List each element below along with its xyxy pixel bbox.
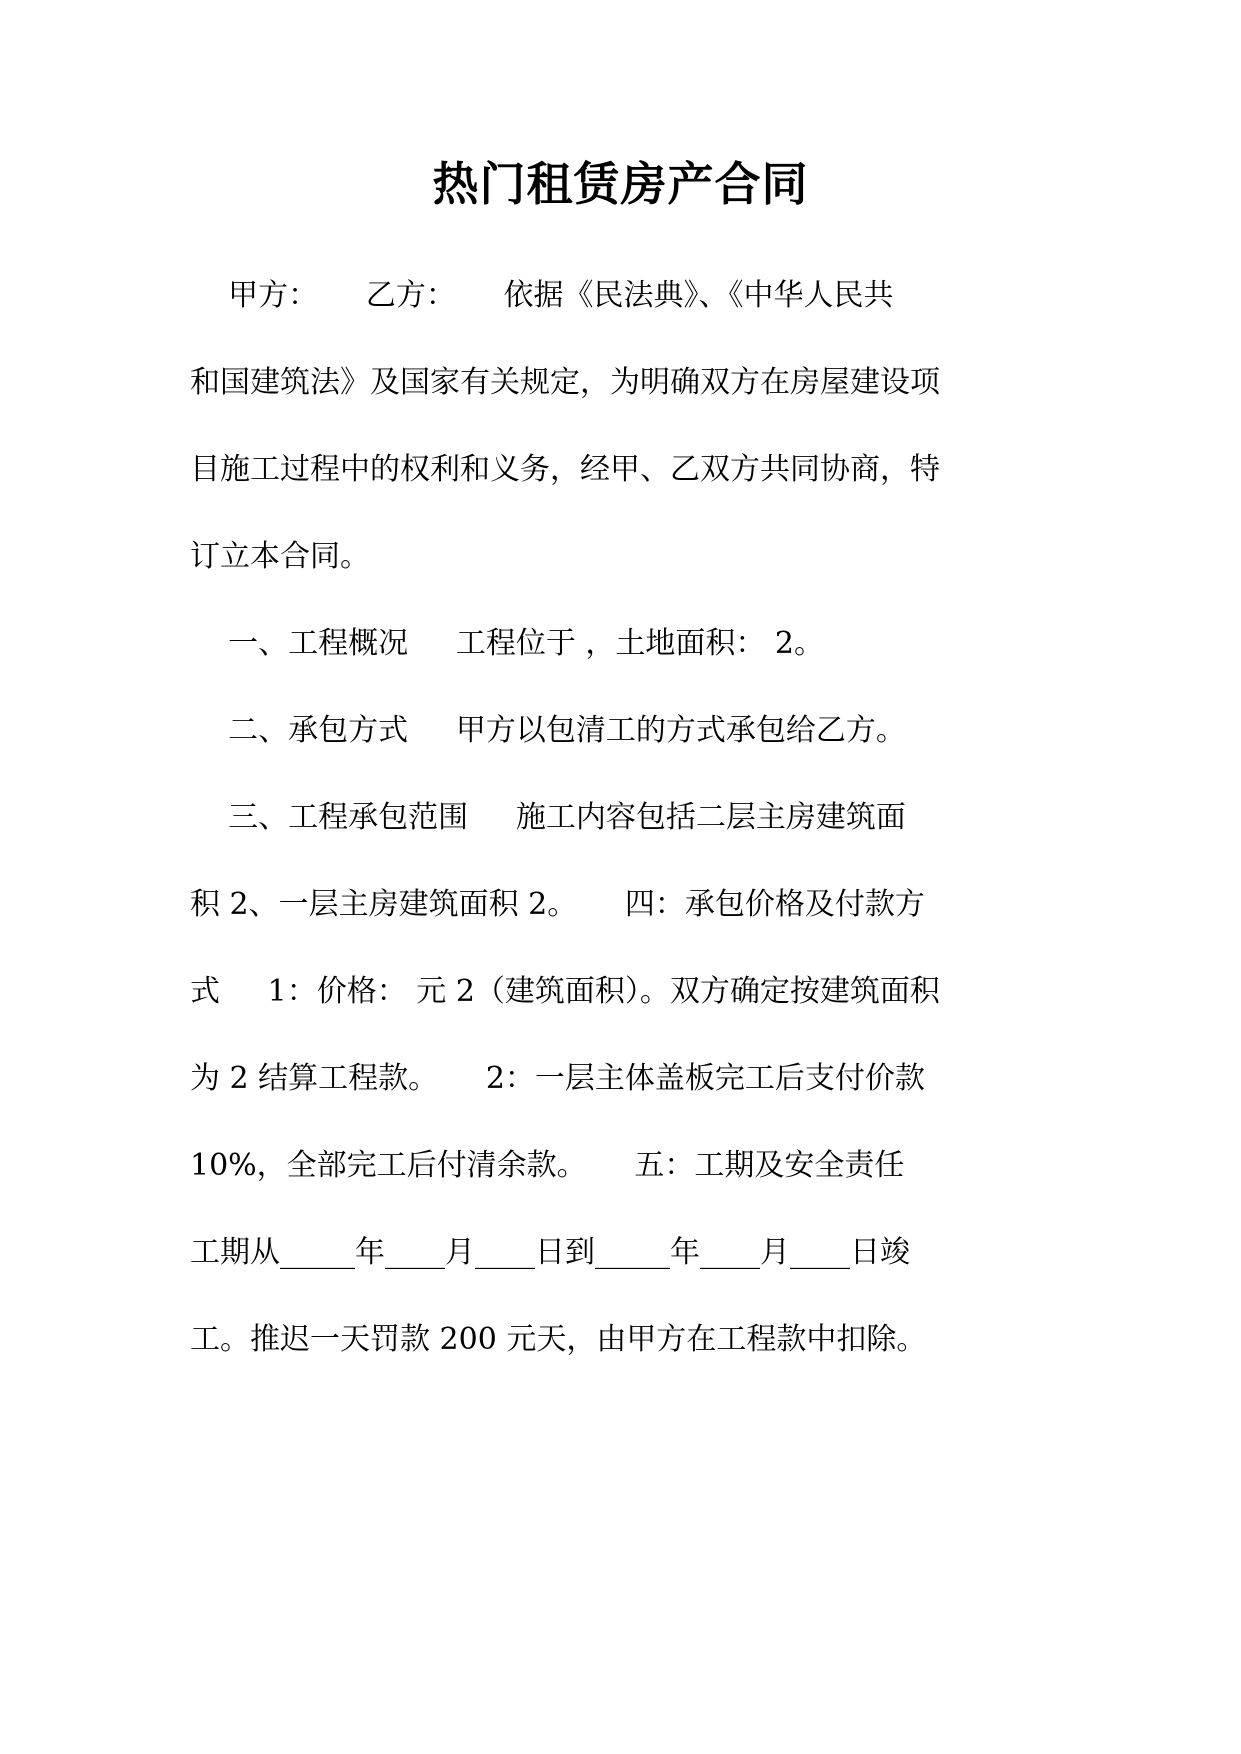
body-line: 订立本合同。 xyxy=(190,539,370,574)
body-line: 工期从_____年____月____日到_____年____月____日竣 xyxy=(190,1235,910,1270)
body-line: 一、工程概况 工程位于 ，土地面积： 2。 xyxy=(190,626,824,661)
body-line: 工。推迟一天罚款 200 元天，由甲方在工程款中扣除。 xyxy=(190,1322,927,1357)
body-line: 10%，全部完工后付清余款。 五：工期及安全责任 xyxy=(190,1148,905,1183)
document-title: 热门租赁房产合同 xyxy=(432,157,809,211)
body-line: 式 1：价格： 元 2（建筑面积）。双方确定按建筑面积 xyxy=(190,974,940,1009)
body-line: 为 2 结算工程款。 2：一层主体盖板完工后支付价款 xyxy=(190,1061,925,1096)
body-line: 积 2、一层主房建筑面积 2。 四：承包价格及付款方 xyxy=(190,887,925,922)
body-line: 三、工程承包范围 施工内容包括二层主房建筑面 xyxy=(190,800,906,835)
body-line: 甲方： 乙方： 依据《民法典》、《中华人民共 xyxy=(190,278,894,313)
body-line: 二、承包方式 甲方以包清工的方式承包给乙方。 xyxy=(190,713,906,748)
body-line: 和国建筑法》及国家有关规定，为明确双方在房屋建设项 xyxy=(190,365,940,400)
body-line: 目施工过程中的权利和义务，经甲、乙双方共同协商，特 xyxy=(190,452,940,487)
